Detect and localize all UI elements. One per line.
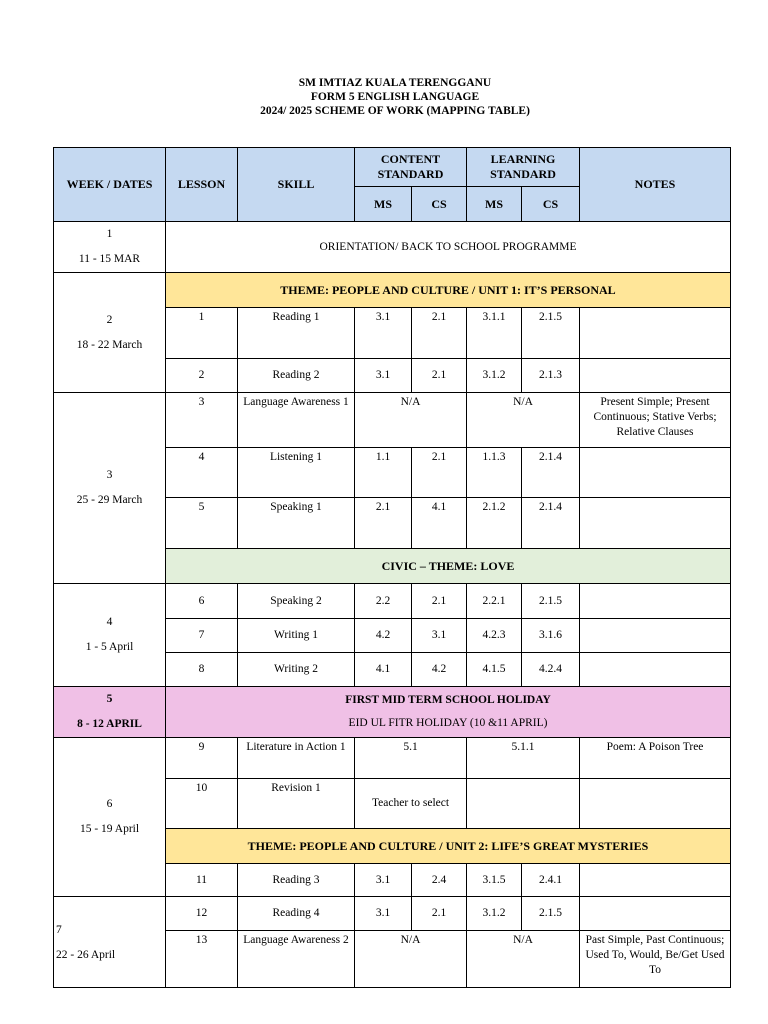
content-cs: 2.4 [411, 863, 467, 897]
week-number: 5 [106, 693, 113, 705]
header-learning-standard: LEARNING STANDARD [466, 147, 580, 187]
week-dates: 25 - 29 March [76, 494, 143, 506]
content-standard-merged: Teacher to select [354, 778, 467, 829]
learning-cs: 4.2.4 [521, 652, 580, 687]
lesson-skill: Writing 2 [237, 652, 355, 687]
lesson-notes: Poem: A Poison Tree [579, 737, 731, 779]
learning-ms: 3.1.2 [466, 358, 522, 393]
learning-ms: 2.1.2 [466, 497, 522, 549]
header-learning-cs: CS [521, 186, 580, 222]
week-dates: 11 - 15 MAR [78, 253, 141, 265]
lesson-skill: Literature in Action 1 [237, 737, 355, 779]
lesson-number: 3 [165, 392, 238, 448]
lesson-notes [579, 778, 731, 829]
learning-cs: 2.1.5 [521, 307, 580, 359]
week-dates: 22 - 26 April [56, 949, 116, 961]
lesson-notes: Past Simple, Past Continuous; Used To, Would, Be/Get Used To [579, 930, 731, 988]
learning-ms: 4.1.5 [466, 652, 522, 687]
header-notes: NOTES [579, 147, 731, 222]
content-cs: 4.1 [411, 497, 467, 549]
lesson-number: 1 [165, 307, 238, 359]
week-cell [53, 392, 166, 584]
lesson-notes [579, 863, 731, 897]
header-content-cs: CS [411, 186, 467, 222]
week-cell [53, 221, 166, 273]
week-cell [53, 686, 166, 738]
civic-banner: CIVIC – THEME: LOVE [165, 548, 731, 584]
content-cs: 2.1 [411, 358, 467, 393]
lesson-notes [579, 652, 731, 687]
lesson-number: 5 [165, 497, 238, 549]
lesson-notes [579, 896, 731, 931]
lesson-number: 8 [165, 652, 238, 687]
content-cs: 3.1 [411, 618, 467, 653]
lesson-skill: Language Awareness 1 [237, 392, 355, 448]
week-number: 7 [56, 924, 62, 936]
learning-cs: 2.1.5 [521, 583, 580, 619]
learning-ms: 3.1.1 [466, 307, 522, 359]
header-content-standard: CONTENT STANDARD [354, 147, 467, 187]
header-content-ms: MS [354, 186, 412, 222]
learning-ms: 3.1.2 [466, 896, 522, 931]
lesson-skill: Speaking 2 [237, 583, 355, 619]
learning-cs: 3.1.6 [521, 618, 580, 653]
header-skill: SKILL [237, 147, 355, 222]
learning-ms: 4.2.3 [466, 618, 522, 653]
learning-standard-merged: N/A [466, 392, 580, 448]
lesson-notes [579, 618, 731, 653]
lesson-number: 7 [165, 618, 238, 653]
theme-banner-unit-2: THEME: PEOPLE AND CULTURE / UNIT 2: LIFE’S GREAT MYSTERIES [165, 828, 731, 864]
content-ms: 4.1 [354, 652, 412, 687]
week-dates: 15 - 19 April [79, 823, 140, 835]
lesson-number: 11 [165, 863, 238, 897]
lesson-notes: Present Simple; Present Continuous; Stative Verbs; Relative Clauses [579, 392, 731, 448]
week-dates: 1 - 5 April [85, 641, 134, 653]
lesson-skill: Reading 2 [237, 358, 355, 393]
lesson-skill: Reading 1 [237, 307, 355, 359]
lesson-skill: Listening 1 [237, 447, 355, 498]
header-lesson: LESSON [165, 147, 238, 222]
lesson-notes [579, 497, 731, 549]
learning-standard-merged: 5.1.1 [466, 737, 580, 779]
content-ms: 3.1 [354, 307, 412, 359]
header-week-dates: WEEK / DATES [53, 147, 166, 222]
content-standard-merged: N/A [354, 392, 467, 448]
week-dates: 18 - 22 March [76, 338, 143, 351]
header-learning-ms: MS [466, 186, 522, 222]
content-ms: 3.1 [354, 358, 412, 393]
holiday-title: FIRST MID TERM SCHOOL HOLIDAY [345, 694, 551, 706]
lesson-skill: Speaking 1 [237, 497, 355, 549]
lesson-skill: Writing 1 [237, 618, 355, 653]
week-number: 2 [106, 313, 113, 326]
content-cs: 2.1 [411, 583, 467, 619]
lesson-number: 9 [165, 737, 238, 779]
holiday-subtitle: EID UL FITR HOLIDAY (10 &11 APRIL) [348, 717, 548, 729]
lesson-skill: Language Awareness 2 [237, 930, 355, 988]
learning-ms: 3.1.5 [466, 863, 522, 897]
orientation-banner: ORIENTATION/ BACK TO SCHOOL PROGRAMME [165, 221, 731, 273]
content-cs: 4.2 [411, 652, 467, 687]
lesson-number: 13 [165, 930, 238, 988]
week-cell [53, 583, 166, 687]
content-standard-merged: 5.1 [354, 737, 467, 779]
content-cs: 2.1 [411, 447, 467, 498]
content-ms: 1.1 [354, 447, 412, 498]
lesson-number: 4 [165, 447, 238, 498]
learning-standard-merged [466, 778, 580, 829]
theme-banner-unit-1: THEME: PEOPLE AND CULTURE / UNIT 1: IT’S PERSONAL [165, 272, 731, 308]
week-cell [53, 737, 166, 897]
lesson-notes [579, 307, 731, 359]
learning-cs: 2.1.4 [521, 497, 580, 549]
lesson-notes [579, 447, 731, 498]
lesson-notes [579, 358, 731, 393]
content-ms: 3.1 [354, 896, 412, 931]
content-standard-merged: N/A [354, 930, 467, 988]
school-name: SM IMTIAZ KUALA TERENGGANU [298, 77, 492, 89]
document-title [250, 76, 540, 118]
week-number: 1 [106, 228, 113, 240]
learning-ms: 2.2.1 [466, 583, 522, 619]
lesson-number: 12 [165, 896, 238, 931]
lesson-number: 2 [165, 358, 238, 393]
learning-standard-merged: N/A [466, 930, 580, 988]
content-ms: 4.2 [354, 618, 412, 653]
lesson-skill: Reading 4 [237, 896, 355, 931]
week-cell [53, 272, 166, 393]
week-dates: 8 - 12 APRIL [77, 718, 142, 730]
week-number: 3 [106, 469, 113, 481]
content-ms: 2.2 [354, 583, 412, 619]
week-number: 6 [106, 798, 113, 810]
content-ms: 3.1 [354, 863, 412, 897]
lesson-skill: Revision 1 [237, 778, 355, 829]
learning-cs: 2.4.1 [521, 863, 580, 897]
lesson-notes [579, 583, 731, 619]
holiday-banner [165, 686, 731, 738]
scheme-title: 2024/ 2025 SCHEME OF WORK (MAPPING TABLE) [260, 105, 530, 117]
week-number: 4 [106, 616, 113, 628]
content-cs: 2.1 [411, 896, 467, 931]
content-cs: 2.1 [411, 307, 467, 359]
learning-cs: 2.1.3 [521, 358, 580, 393]
learning-ms: 1.1.3 [466, 447, 522, 498]
lesson-skill: Reading 3 [237, 863, 355, 897]
learning-cs: 2.1.4 [521, 447, 580, 498]
content-ms: 2.1 [354, 497, 412, 549]
subject-title: FORM 5 ENGLISH LANGUAGE [310, 91, 480, 103]
lesson-number: 10 [165, 778, 238, 829]
learning-cs: 2.1.5 [521, 896, 580, 931]
lesson-number: 6 [165, 583, 238, 619]
week-cell [53, 896, 166, 988]
